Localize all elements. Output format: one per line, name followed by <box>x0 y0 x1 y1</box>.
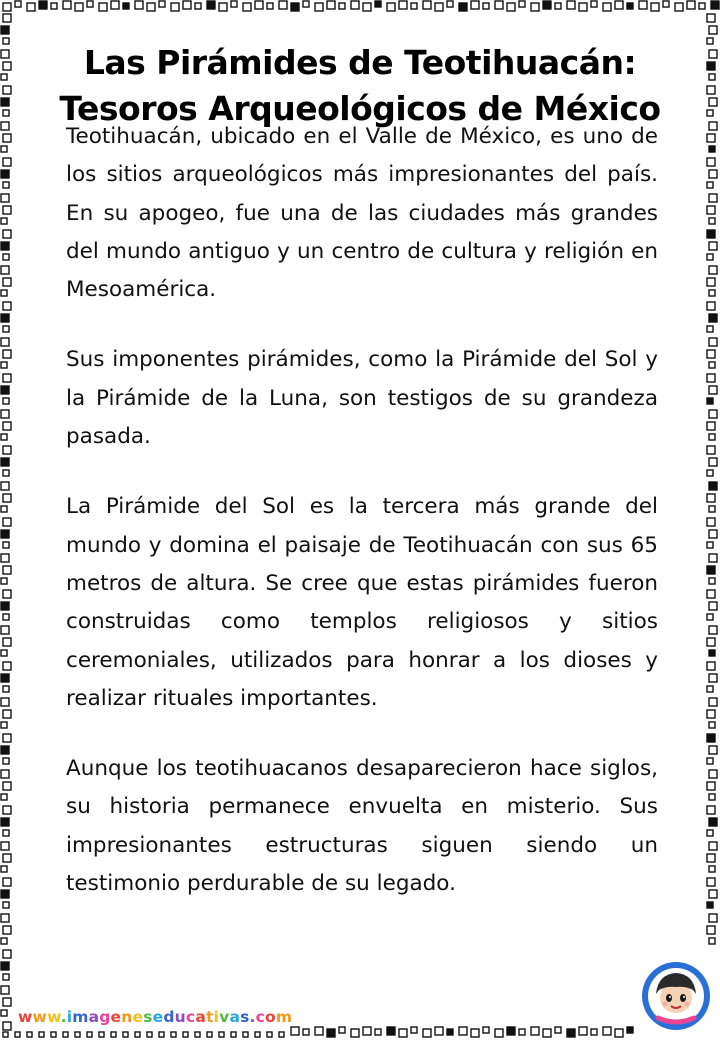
paragraph-4: Aunque los teotihuacanos desaparecieron hace siglos, su historia permanece envuelta en misterio. Sus impresionantes estructuras siguen siendo un testimonio perdurable de su legado. <box>66 756 658 897</box>
page-title: Las Pirámides de Teotihuacán: Tesoros Arqueológicos de México <box>59 43 661 129</box>
paragraph-1: Teotihuacán, ubicado en el Valle de México, es uno de los sitios arqueológicos más impresionantes del país. En su apogeo, fue una de las ciudades más grandes del mundo antiguo y un centro de cultura y religión en Mesoamérica. <box>66 124 658 303</box>
website-watermark: www.imageneseducativas.com <box>18 1008 293 1026</box>
child-face-logo-icon <box>640 960 712 1032</box>
paragraph-2: Sus imponentes pirámides, como la Pirámide del Sol y la Pirámide de la Luna, son testigos de su grandeza pasada. <box>66 347 658 450</box>
article-body <box>66 118 658 903</box>
paragraph-3: La Pirámide del Sol es la tercera más grande del mundo y domina el paisaje de Teotihuacán con sus 65 metros de altura. Se cree que estas pirámides fueron construidas como templos religiosos y sitios ceremoniales, utilizados para honrar a los dioses y realizar rituales importantes. <box>66 494 658 711</box>
